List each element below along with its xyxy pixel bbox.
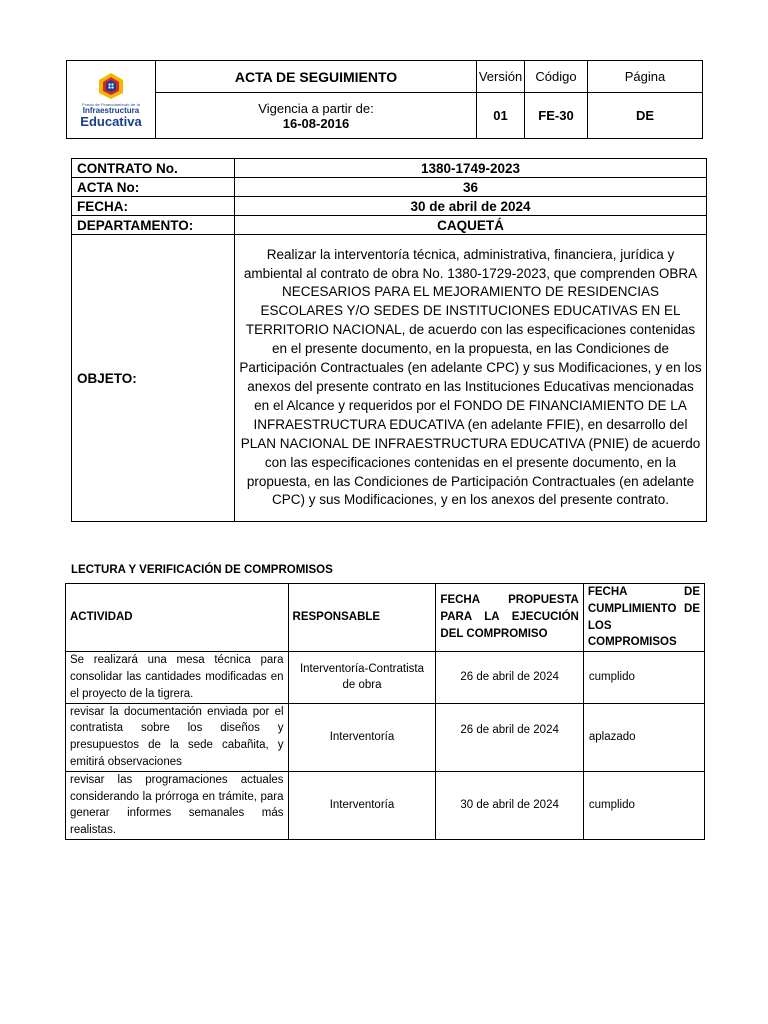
responsible-cell: Interventoría [288, 771, 436, 839]
logo-line1: Infraestructura [82, 105, 140, 115]
proposed-date-cell: 30 de abril de 2024 [436, 771, 583, 839]
object-label: OBJETO: [72, 235, 235, 522]
contract-number-label: CONTRATO No. [72, 159, 235, 178]
completion-cell: cumplido [583, 771, 704, 839]
page-value: DE [588, 93, 703, 139]
logo-small-text: Fondo de Financiamiento de la [82, 101, 140, 107]
ffie-logo-icon [98, 72, 124, 100]
commitments-table [65, 583, 705, 840]
validity-label: Vigencia a partir de: [258, 100, 374, 116]
page-label: Página [588, 61, 703, 93]
header-proposed-date: FECHA PROPUESTA PARA LA EJECUCIÓN DEL COMPROMISO [436, 584, 583, 652]
ffie-logo [67, 72, 155, 128]
version-label: Versión [477, 61, 525, 93]
validity-date: 16-08-2016 [282, 115, 350, 131]
activity-cell: revisar las programaciones actuales considerando la prórroga en trámite, para generar informes semanales más realistas. [66, 771, 289, 839]
contract-number-value: 1380-1749-2023 [235, 159, 707, 178]
logo-line2: Educativa [80, 113, 142, 129]
document-title: ACTA DE SEGUIMIENTO [156, 61, 477, 93]
responsible-cell: Interventoría-Contratista de obra [288, 652, 436, 703]
code-value: FE-30 [525, 93, 588, 139]
validity-cell [156, 93, 477, 139]
table-header-row [66, 584, 705, 652]
proposed-date-cell: 26 de abril de 2024 [436, 652, 583, 703]
activity-cell: revisar la documentación enviada por el contratista sobre los diseños y presupuestos de la sede cabañita, y emitirá observaciones [66, 703, 289, 771]
code-label: Código [525, 61, 588, 93]
version-value: 01 [477, 93, 525, 139]
contract-row [72, 159, 707, 178]
header-responsible: RESPONSABLE [288, 584, 436, 652]
completion-cell: aplazado [583, 703, 704, 771]
contract-info-table [71, 158, 707, 522]
table-row [66, 703, 705, 771]
contract-row [72, 197, 707, 216]
document-header [66, 60, 703, 139]
completion-cell: cumplido [583, 652, 704, 703]
activity-cell: Se realizará una mesa técnica para consolidar las cantidades modificadas en el proyecto de la tigrera. [66, 652, 289, 703]
section-title: LECTURA Y VERIFICACIÓN DE COMPROMISOS [71, 564, 333, 576]
date-label: FECHA: [72, 197, 235, 216]
object-text: Realizar la interventoría técnica, administrativa, financiera, jurídica y ambiental al contrato de obra No. 1380-1729-2023, que comprenden OBRA NECESARIOS PARA EL MEJORAMIENTO DE RESIDENCIAS ESCOLARES Y/O SEDES DE INSTITUCIONES EDUCATIVAS EN EL TERRITORIO NACIONAL, de acuerdo con las especificaciones contenidas en el presente documento, en la propuesta, en las Condiciones de Participación Contractuales (en adelante CPC) y sus Modificaciones, y en los anexos del presente contrato en las Instituciones Educativas mencionadas en el Alcance y requeridos por el FONDO DE FINANCIAMIENTO DE LA INFRAESTRUCTURA EDUCATIVA (en adelante FFIE), en desarrollo del PLAN NACIONAL DE INFRAESTRUCTURA EDUCATIVA (PNIE) de acuerdo con las especificaciones contenidas en el presente documento, en la propuesta, en las Condiciones de Participación Contractuales (en adelante CPC) y sus Modificaciones, y en los anexos del presente contrato. [235, 235, 707, 522]
header-completion-date: FECHA DE CUMPLIMIENTO DE LOS COMPROMISOS [583, 584, 704, 652]
proposed-date-cell: 26 de abril de 2024 [436, 703, 583, 771]
date-value: 30 de abril de 2024 [235, 197, 707, 216]
act-number-label: ACTA No: [72, 178, 235, 197]
department-value: CAQUETÁ [235, 216, 707, 235]
header-activity: ACTIVIDAD [66, 584, 289, 652]
act-number-value: 36 [235, 178, 707, 197]
contract-row [72, 178, 707, 197]
table-row [66, 771, 705, 839]
contract-row [72, 235, 707, 522]
contract-row [72, 216, 707, 235]
logo-cell [67, 61, 156, 139]
department-label: DEPARTAMENTO: [72, 216, 235, 235]
table-row [66, 652, 705, 703]
responsible-cell: Interventoría [288, 703, 436, 771]
